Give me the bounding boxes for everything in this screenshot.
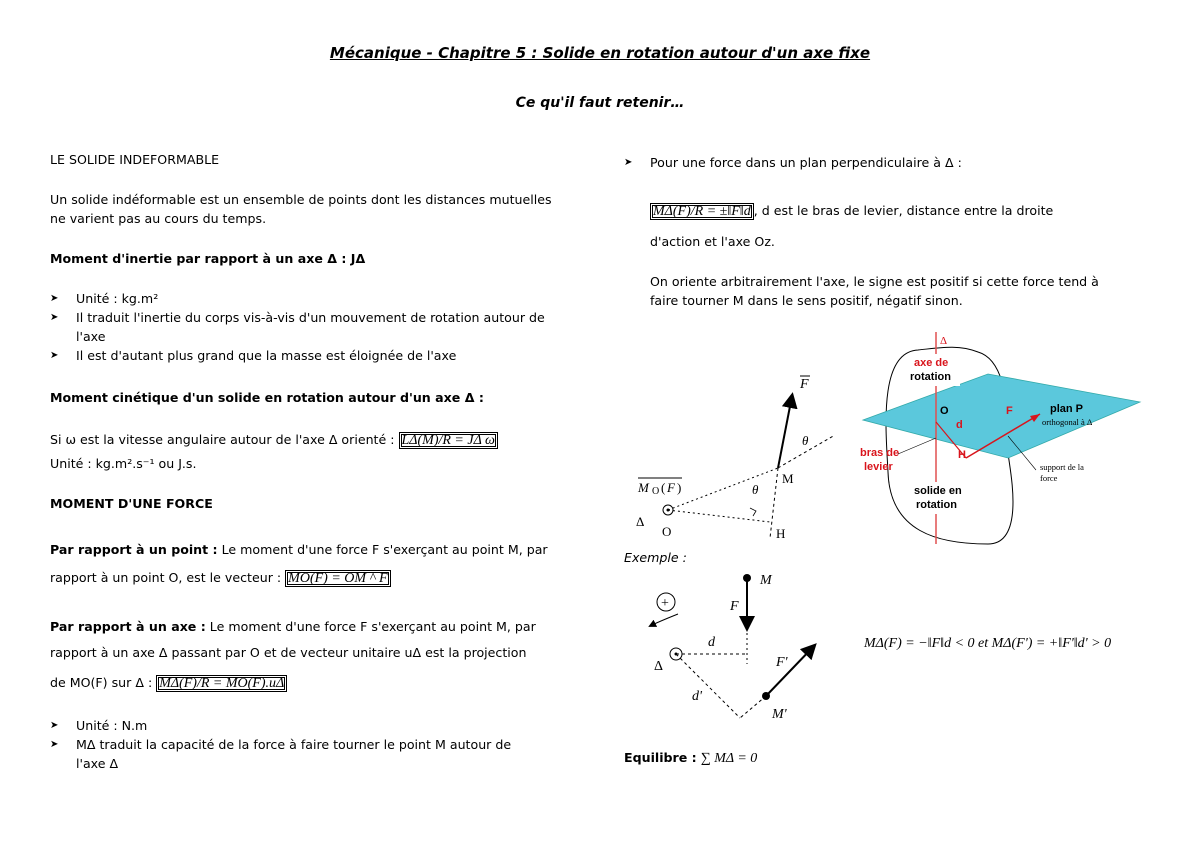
svg-text:Δ: Δ [636, 514, 645, 529]
svg-text:d': d' [692, 689, 702, 704]
moment-axis-line-1: Par rapport à un axe : Le moment d'une force F s'exerçant au point M, par [50, 619, 536, 634]
svg-text:M': M' [772, 707, 787, 722]
list-item: l'axe [76, 329, 106, 344]
svg-text:O: O [940, 405, 949, 417]
angular-momentum-formula: LΔ(M)/R = JΔ ω [399, 432, 498, 449]
svg-text:+: + [661, 596, 669, 611]
page-title: Mécanique - Chapitre 5 : Solide en rotation autour d'un axe fixe [329, 44, 871, 62]
svg-text:O: O [652, 486, 660, 497]
example-formula: MΔ(F) = −‖F‖d < 0 et MΔ(F') = +‖F'‖d' > 0 [864, 636, 1112, 651]
svg-text:F: F [800, 377, 809, 392]
moment-heading: MOMENT D'UNE FORCE [50, 496, 213, 511]
moment-point-line-1: Par rapport à un point : Le moment d'une force F s'exerçant au point M, par [50, 542, 548, 557]
moment-point-line-2: rapport à un point O, est le vecteur : MO(F) = OM ^ F [50, 568, 391, 588]
svg-text:(: ( [661, 480, 666, 495]
angular-momentum-heading: Moment cinétique d'un solide en rotation autour d'un axe Δ : [50, 390, 484, 405]
list-item: ➤ Il est d'autant plus grand que la masse est éloignée de l'axe [50, 348, 457, 363]
lever-formula: MΔ(F)/R = ±‖F‖d [650, 203, 754, 220]
svg-text:rotation: rotation [910, 371, 951, 383]
moment-axis-line-3: de MO(F) sur Δ : MΔ(F)/R = MO(F).uΔ [50, 673, 287, 693]
svg-text:d: d [708, 635, 715, 650]
equilibrium-formula: ∑ MΔ = 0 [700, 751, 758, 766]
rotation-solid-diagram [858, 332, 1148, 552]
svg-text:plan P: plan P [1050, 403, 1084, 415]
svg-text:M: M [760, 573, 772, 588]
inertia-bullets [50, 289, 580, 365]
svg-text:d: d [956, 419, 963, 431]
page-subtitle: Ce qu'il faut retenir… [515, 95, 685, 111]
svg-text:bras de: bras de [860, 447, 900, 459]
moment-axis-line-2: rapport à un axe Δ passant par O et de vecteur unitaire uΔ est la projection [50, 645, 527, 660]
svg-text:M: M [782, 471, 794, 486]
svg-text:F': F' [776, 655, 788, 670]
svg-text:θ: θ [752, 482, 759, 497]
svg-text:solide en: solide en [914, 485, 962, 497]
svg-text:Δ: Δ [654, 659, 664, 674]
solid-definition-1: Un solide indéformable est un ensemble de points dont les distances mutuelles [50, 192, 552, 207]
list-item: ➤ Unité : kg.m² [50, 291, 159, 306]
svg-text:Δ: Δ [940, 335, 948, 347]
orientation-line-2: faire tourner M dans le sens positif, négatif sinon. [650, 293, 963, 308]
svg-text:orthogonal à Δ: orthogonal à Δ [1042, 417, 1093, 427]
orientation-line-1: On oriente arbitrairement l'axe, le signe est positif si cette force tend à [650, 274, 1099, 289]
list-item: ➤ Unité : N.m [50, 718, 148, 733]
angular-momentum-line-1: Si ω est la vitesse angulaire autour de l'axe Δ orienté : LΔ(M)/R = JΔ ω [50, 430, 498, 450]
svg-text:rotation: rotation [916, 499, 957, 511]
list-item: l'axe Δ [76, 756, 119, 771]
inertia-heading: Moment d'inertie par rapport à un axe Δ : JΔ [50, 251, 366, 266]
moment-point-formula: MO(F) = OM ^ F [285, 570, 390, 587]
svg-text:O: O [662, 524, 672, 539]
angular-momentum-unit: Unité : kg.m².s⁻¹ ou J.s. [50, 456, 197, 471]
svg-text:H: H [958, 449, 966, 461]
moment-bullets [50, 716, 580, 773]
svg-text:axe de: axe de [914, 357, 949, 369]
example-diagram [630, 568, 830, 728]
right-bullet: ➤ Pour une force dans un plan perpendiculaire à Δ : [624, 155, 962, 170]
svg-text:θ: θ [802, 433, 809, 448]
list-item: ➤ MΔ traduit la capacité de la force à faire tourner le point M autour de [50, 737, 512, 752]
svg-text:levier: levier [864, 461, 893, 473]
example-label: Exemple : [624, 550, 687, 565]
svg-text:support de la: support de la [1040, 462, 1084, 472]
svg-text:F: F [1006, 405, 1013, 417]
solid-heading: LE SOLIDE INDEFORMABLE [50, 152, 220, 167]
svg-text:M: M [638, 480, 649, 495]
list-item: ➤ Il traduit l'inertie du corps vis-à-vis d'un mouvement de rotation autour de [50, 310, 545, 325]
right-formula-line: MΔ(F)/R = ±‖F‖d , d est le bras de levier, distance entre la droite [650, 201, 1053, 221]
solid-definition-2: ne varient pas au cours du temps. [50, 211, 267, 226]
svg-text:F: F [667, 480, 675, 495]
right-formula-line-2: d'action et l'axe Oz. [650, 234, 775, 249]
moment-axis-formula: MΔ(F)/R = MO(F).uΔ [156, 675, 287, 692]
svg-text:): ) [677, 480, 682, 495]
equilibrium-line: Equilibre : ∑ MΔ = 0 [624, 750, 758, 766]
svg-text:force: force [1040, 473, 1058, 483]
svg-text:F: F [730, 599, 739, 614]
moment-geometry-diagram [630, 370, 840, 550]
svg-text:H: H [776, 526, 786, 541]
